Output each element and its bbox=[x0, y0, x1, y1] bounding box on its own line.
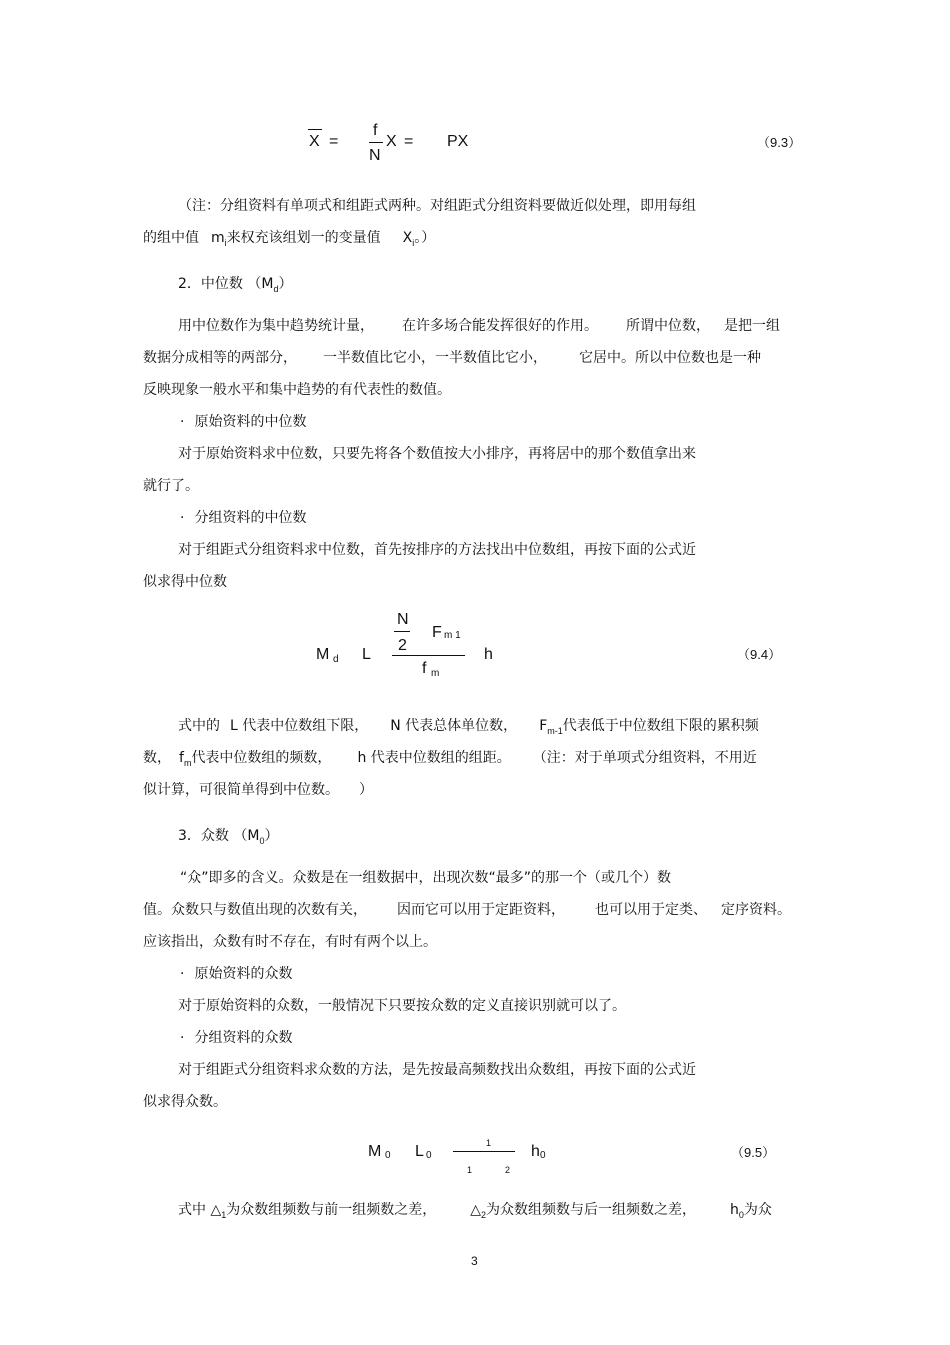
equation-number: （9.5） bbox=[731, 1145, 776, 1160]
subscript: 0 bbox=[426, 1150, 432, 1161]
cumulative-frequency-symbol: F bbox=[432, 624, 442, 641]
bullet-dot: · bbox=[180, 510, 185, 526]
interval-symbol: h bbox=[484, 646, 493, 663]
page-number: 3 bbox=[471, 1254, 478, 1268]
x-bar-symbol: X bbox=[309, 133, 320, 150]
equation-number: （9.3） bbox=[757, 135, 802, 150]
fraction-denominator: N bbox=[369, 147, 381, 164]
paragraph-line: 似求得中位数 bbox=[143, 574, 227, 590]
x-symbol: X bbox=[386, 133, 397, 150]
paragraph-line: 式中的 L 代表中位数组下限， N 代表总体单位数， $F_{m-1}$代表低于中位数组下限的累积频 bbox=[178, 718, 759, 736]
equals-sign: = bbox=[404, 133, 414, 150]
paragraph-line: 对于组距式分组资料求众数的方法，是先按最高频数找出众数组，再按下面的公式近 bbox=[178, 1062, 696, 1078]
bullet-item: · 原始资料的众数 bbox=[180, 966, 293, 982]
interval-symbol: h bbox=[531, 1143, 540, 1160]
lower-limit-symbol: L bbox=[415, 1143, 424, 1160]
paragraph-line: “众”即多的含义。众数是在一组数据中，出现次数“最多”的那一个（或几个）数 bbox=[180, 870, 672, 886]
equals-sign: = bbox=[329, 133, 339, 150]
paragraph-line: 对于组距式分组资料求中位数，首先按排序的方法找出中位数组，再按下面的公式近 bbox=[178, 542, 696, 558]
section-heading-mode: 3．众数 $(M_0)$ bbox=[178, 828, 279, 846]
paragraph-line: 数， $f_m$代表中位数组的频数， h 代表中位数组的组距。 （注：对于单项式分组资料，不用近 bbox=[143, 750, 757, 768]
paragraph-line: 用中位数作为集中趋势统计量， 在许多场合能发挥很好的作用。 所谓中位数， 是把一组 bbox=[178, 318, 780, 334]
inner-fraction-bar bbox=[394, 631, 410, 632]
fraction-numerator: 1 bbox=[486, 1138, 492, 1148]
subscript: 0 bbox=[385, 1150, 391, 1161]
bullet-item: · 分组资料的中位数 bbox=[180, 510, 307, 526]
bullet-dot: · bbox=[180, 414, 185, 430]
bullet-item: · 原始资料的中位数 bbox=[180, 414, 307, 430]
fraction-denominator-term: 2 bbox=[505, 1165, 511, 1175]
paragraph-line: 数据分成相等的两部分， 一半数值比它小，一半数值比它小， 它居中。所以中位数也是一种 bbox=[143, 350, 761, 366]
fraction-bar bbox=[369, 142, 383, 143]
frequency-symbol: f bbox=[422, 660, 427, 677]
subscript: 0 bbox=[540, 1150, 546, 1161]
fraction-bar bbox=[453, 1151, 515, 1152]
main-fraction-bar bbox=[392, 655, 465, 656]
paragraph-line: 对于原始资料的众数，一般情况下只要按众数的定义直接识别就可以了。 bbox=[178, 998, 626, 1014]
bullet-dot: · bbox=[180, 1030, 185, 1046]
median-symbol: M bbox=[316, 646, 330, 663]
paragraph-line: 似计算，可很简单得到中位数。 ） bbox=[143, 782, 373, 798]
fraction-numerator: f bbox=[373, 122, 378, 139]
bullet-item: · 分组资料的众数 bbox=[180, 1030, 293, 1046]
paragraph-line: 似求得众数。 bbox=[143, 1094, 227, 1110]
paragraph-line: 应该指出，众数有时不存在，有时有两个以上。 bbox=[143, 934, 437, 950]
lower-limit-symbol: L bbox=[362, 646, 371, 663]
equation-number: （9.4） bbox=[737, 647, 782, 662]
overline bbox=[308, 129, 322, 130]
paragraph-line: 值。众数只与数值出现的次数有关， 因而它可以用于定距资料， 也可以用于定类、 定序资料。 bbox=[143, 902, 791, 918]
subscript: d bbox=[333, 654, 339, 665]
paragraph-line: 就行了。 bbox=[143, 478, 199, 494]
paragraph-line: 对于原始资料求中位数，只要先将各个数值按大小排序，再将居中的那个数值拿出来 bbox=[178, 446, 696, 462]
fraction-denominator-term: 1 bbox=[467, 1165, 473, 1175]
subscript: m 1 bbox=[444, 630, 461, 641]
inner-denominator: 2 bbox=[398, 637, 407, 654]
section-heading-median: 2．中位数 $(M_d)$ bbox=[178, 276, 293, 294]
subscript: m bbox=[431, 668, 440, 679]
mode-symbol: M bbox=[368, 1143, 382, 1160]
paragraph-line: 式中 $\triangle_1$为众数组频数与前一组频数之差， $\triangle_2$为众数组频数与后一组频数之差， $h_0$为众 bbox=[178, 1202, 772, 1220]
px-symbol: PX bbox=[447, 133, 469, 150]
note-line-1: （注：分组资料有单项式和组距式两种。对组距式分组资料要做近似处理，即用每组 bbox=[178, 198, 696, 214]
bullet-dot: · bbox=[180, 966, 185, 982]
note-line-2: 的组中值 $m_i$来权充该组划一的变量值 $X_i$。） bbox=[143, 230, 436, 248]
paragraph-line: 反映现象一般水平和集中趋势的有代表性的数值。 bbox=[143, 382, 451, 398]
inner-numerator: N bbox=[397, 611, 409, 628]
